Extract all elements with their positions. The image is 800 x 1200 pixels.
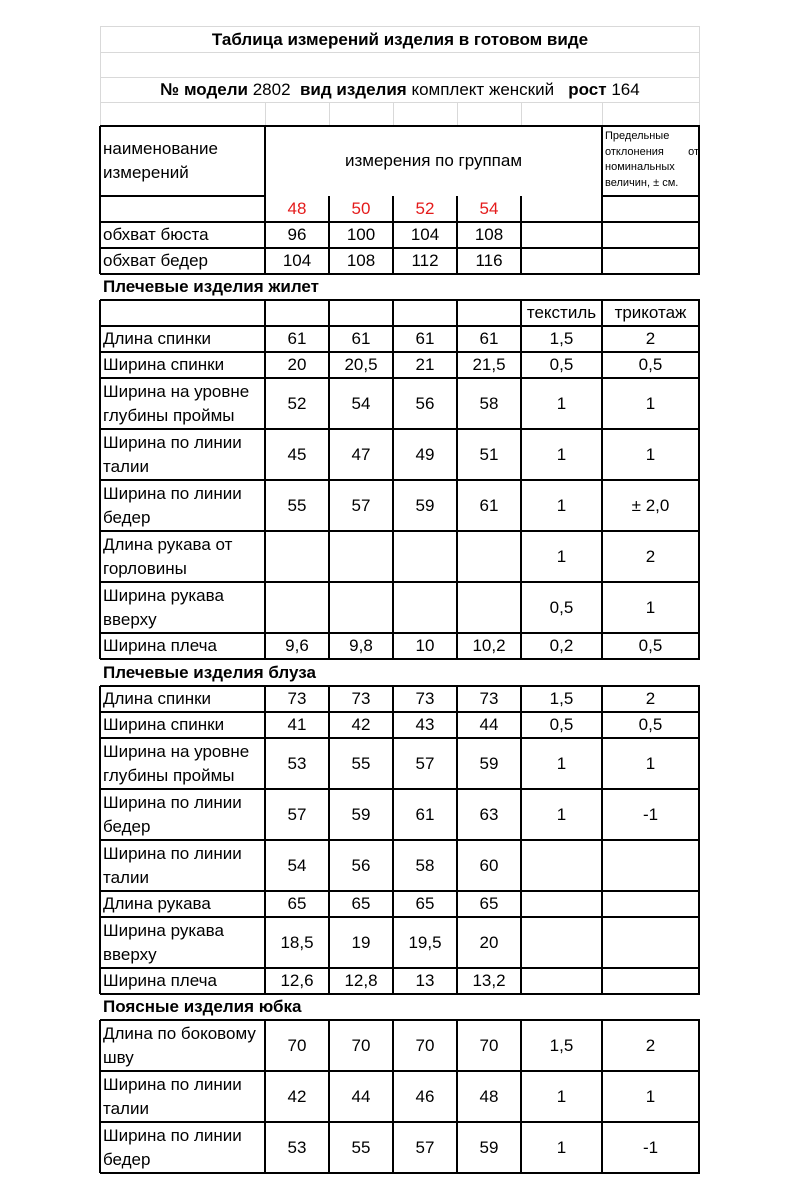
section-title: Поясные изделия юбка [103, 997, 302, 1016]
measurement-value: 41 [287, 715, 307, 734]
measurement-value: 56 [351, 855, 371, 875]
table-border [698, 968, 700, 994]
height-value: 164 [611, 80, 640, 99]
measurement-value: 55 [351, 753, 371, 773]
tolerance-value: 1 [556, 546, 567, 566]
grid-line [457, 102, 458, 126]
measurement-value: 53 [287, 753, 307, 773]
tolerance-value: -1 [642, 1137, 659, 1157]
measurement-value: 44 [479, 715, 499, 734]
measurement-value: 49 [415, 444, 435, 464]
measurement-value: 60 [479, 855, 499, 875]
measurement-value: 10 [415, 636, 435, 655]
section-title: Плечевые изделия жилет [103, 277, 319, 296]
measurement-value: 73 [415, 689, 435, 708]
measurement-value: 54 [287, 855, 307, 875]
measurement-value: 21 [415, 355, 435, 374]
measurement-value: 100 [346, 225, 376, 244]
measurement-value: 19 [351, 932, 371, 952]
table-border [328, 531, 330, 582]
measurement-name-header: наименование измерений [103, 139, 218, 182]
tolerance-value: 2 [645, 329, 656, 348]
measurement-value: 13,2 [472, 971, 506, 990]
table-border [99, 196, 101, 222]
table-border [601, 196, 603, 222]
table-border [601, 248, 603, 274]
measurement-value: 18,5 [280, 932, 314, 952]
measurement-name: обхват бюста [103, 225, 209, 244]
measurement-value: 57 [351, 495, 371, 515]
measurement-value: 61 [287, 329, 307, 348]
measurement-value: 55 [351, 1137, 371, 1157]
measurement-value: 70 [351, 1035, 371, 1055]
tolerance-value: 0,5 [549, 715, 574, 734]
tolerance-value: 2 [645, 1035, 656, 1055]
measurement-value: 44 [351, 1086, 371, 1106]
measurement-name: Ширина спинки [103, 715, 225, 734]
measurement-value: 65 [351, 894, 371, 913]
knitwear-subheader: трикотаж [614, 303, 687, 322]
tolerance-header: Предельные отклонения от номинальных величин, ± см. [605, 130, 699, 189]
measurement-value: 59 [479, 753, 499, 773]
product-type-label: вид изделия [299, 80, 407, 99]
measurement-value: 70 [287, 1035, 307, 1055]
measurement-name: Длина рукава [103, 894, 211, 913]
measurement-value: 73 [287, 689, 307, 708]
measurement-name: Длина спинки [103, 329, 212, 348]
measurement-name: обхват бедер [103, 251, 209, 270]
measurement-value: 43 [415, 715, 435, 734]
table-border [601, 917, 603, 968]
measurement-name: Ширина по линии бедер [103, 1125, 242, 1169]
tolerance-value: 1 [556, 804, 567, 824]
model-label: № модели [160, 80, 248, 99]
measurement-value: 9,6 [285, 636, 309, 655]
table-border [392, 582, 394, 633]
measurement-value: 58 [479, 393, 499, 413]
tolerance-value: 1 [556, 495, 567, 515]
tolerance-value: -1 [642, 804, 659, 824]
table-border [698, 222, 700, 248]
table-border [456, 582, 458, 633]
measurement-value: 53 [287, 1137, 307, 1157]
measurement-value: 51 [479, 444, 499, 464]
tolerance-value: 1,5 [549, 329, 574, 348]
measurement-value: 70 [415, 1035, 435, 1055]
measurement-value: 20 [479, 932, 499, 952]
measurement-value: 57 [287, 804, 307, 824]
measurement-name: Ширина на уровне глубины проймы [103, 741, 250, 785]
size-groups-header: измерения по группам [344, 151, 523, 170]
measurement-value: 61 [479, 495, 499, 515]
measurement-value: 63 [479, 804, 499, 824]
measurement-value: 20,5 [344, 355, 378, 374]
measurement-value: 65 [287, 894, 307, 913]
measurement-value: 21,5 [472, 355, 506, 374]
measurement-value: 59 [415, 495, 435, 515]
measurement-value: 61 [479, 329, 499, 348]
tolerance-value: 2 [645, 689, 656, 708]
measurement-value: 52 [287, 393, 307, 413]
grid-line [521, 102, 522, 126]
measurement-value: 48 [479, 1086, 499, 1106]
table-border [456, 531, 458, 582]
measurement-value: 12,8 [344, 971, 378, 990]
table-border [456, 300, 458, 326]
measurement-value: 57 [415, 1137, 435, 1157]
measurement-value: 116 [475, 251, 503, 270]
tolerance-value: 1 [556, 753, 567, 773]
measurement-value: 55 [287, 495, 307, 515]
tolerance-value: 1 [645, 1086, 656, 1106]
height-label: рост [568, 80, 607, 99]
grid-line [265, 102, 266, 126]
measurement-name: Длина по боковому шву [103, 1023, 256, 1067]
table-border [698, 917, 700, 968]
measurement-name: Ширина рукава вверху [103, 920, 224, 964]
size-54: 54 [479, 199, 499, 218]
measurement-name: Длина спинки [103, 689, 212, 708]
measurement-name: Длина рукава от горловины [103, 534, 233, 578]
size-48: 48 [287, 199, 307, 218]
measurement-value: 70 [479, 1035, 499, 1055]
tolerance-value: 1 [556, 393, 567, 413]
table-border [698, 891, 700, 917]
table-border [698, 196, 700, 222]
measurement-value: 47 [351, 444, 371, 464]
grid-line [602, 102, 603, 126]
measurement-name: Ширина плеча [103, 971, 217, 990]
measurement-value: 20 [287, 355, 307, 374]
section-title: Плечевые изделия блуза [103, 663, 316, 682]
tolerance-value: ± 2,0 [631, 495, 670, 515]
measurement-value: 58 [415, 855, 435, 875]
tolerance-value: 1,5 [549, 1035, 574, 1055]
measurement-name: Ширина рукава вверху [103, 585, 224, 629]
measurement-value: 61 [415, 329, 435, 348]
tolerance-value: 0,5 [638, 355, 663, 374]
table-border [392, 300, 394, 326]
measurement-value: 46 [415, 1086, 435, 1106]
measurement-value: 54 [351, 393, 371, 413]
measurement-value: 65 [415, 894, 435, 913]
measurement-value: 13 [415, 971, 435, 990]
measurement-name: Ширина по линии бедер [103, 792, 242, 836]
tolerance-value: 1 [556, 444, 567, 464]
measurement-value: 73 [479, 689, 499, 708]
measurement-value: 104 [410, 225, 440, 244]
grid-line [329, 102, 330, 126]
tolerance-value: 1,5 [549, 689, 574, 708]
measurement-name: Ширина по линии бедер [103, 483, 242, 527]
measurement-value: 57 [415, 753, 435, 773]
measurement-value: 104 [282, 251, 312, 270]
measurement-value: 96 [287, 225, 307, 244]
model-info-line [100, 78, 700, 102]
measurement-name: Ширина плеча [103, 636, 217, 655]
tolerance-value: 1 [645, 597, 656, 617]
measurement-value: 10,2 [472, 636, 506, 655]
measurement-value: 108 [474, 225, 504, 244]
table-border [601, 840, 603, 891]
tolerance-value: 1 [645, 753, 656, 773]
table-border [99, 300, 101, 326]
measurement-value: 19,5 [408, 932, 442, 952]
measurement-value: 56 [415, 393, 435, 413]
table-border [328, 582, 330, 633]
size-50: 50 [351, 199, 371, 218]
textile-subheader: текстиль [526, 303, 597, 322]
measurement-value: 61 [351, 329, 371, 348]
table-border [601, 968, 603, 994]
measurement-value: 108 [346, 251, 376, 270]
tolerance-value: 1 [556, 1086, 567, 1106]
table-border [328, 300, 330, 326]
table-border [698, 840, 700, 891]
tolerance-value: 1 [645, 393, 656, 413]
measurement-value: 65 [479, 894, 499, 913]
size-52: 52 [415, 199, 435, 218]
measurement-value: 112 [411, 251, 439, 270]
measurement-value: 42 [287, 1086, 307, 1106]
tolerance-value: 0,5 [638, 636, 663, 655]
tolerance-value: 0,5 [549, 355, 574, 374]
measurement-value: 59 [479, 1137, 499, 1157]
tolerance-value: 0,2 [549, 636, 574, 655]
table-border [601, 891, 603, 917]
grid-line [100, 52, 700, 53]
measurement-value: 61 [415, 804, 435, 824]
table-border [698, 248, 700, 274]
page-title: Таблица измерений изделия в готовом виде [211, 29, 589, 49]
tolerance-value: 0,5 [549, 597, 574, 617]
grid-line [393, 102, 394, 126]
tolerance-value: 2 [645, 546, 656, 566]
measurement-value: 12,6 [280, 971, 314, 990]
measurement-name: Ширина спинки [103, 355, 225, 374]
tolerance-value: 1 [556, 1137, 567, 1157]
tolerance-value: 1 [645, 444, 656, 464]
measurement-name: Ширина на уровне глубины проймы [103, 381, 250, 425]
measurement-name: Ширина по линии талии [103, 1074, 242, 1118]
table-border [264, 300, 266, 326]
product-type-value: комплект женский [411, 80, 555, 99]
measurement-value: 45 [287, 444, 307, 464]
measurement-name: Ширина по линии талии [103, 432, 242, 476]
grid-line [100, 102, 700, 103]
measurement-value: 59 [351, 804, 371, 824]
table-border [392, 531, 394, 582]
measurement-name: Ширина по линии талии [103, 843, 242, 887]
tolerance-value: 0,5 [638, 715, 663, 734]
measurement-value: 9,8 [349, 636, 373, 655]
measurement-value: 42 [351, 715, 371, 734]
table-border [601, 222, 603, 248]
model-value: 2802 [252, 80, 291, 99]
measurement-value: 73 [351, 689, 371, 708]
